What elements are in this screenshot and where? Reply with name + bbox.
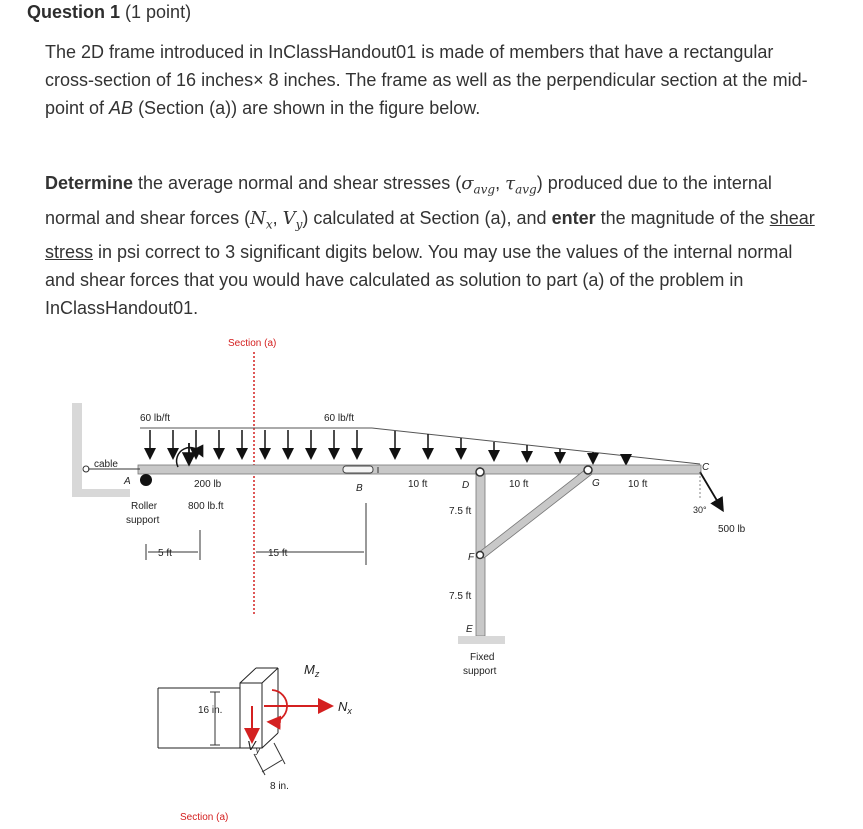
task-text-5: in psi correct to 3 significant digits below. You may use the values of the internal normal and shear forces that you would have calculated as solution to part (a) of the problem in InClassHandout01.	[45, 242, 793, 319]
roller-support-label: support	[126, 515, 160, 526]
dim-8in-label: 8 in.	[270, 781, 289, 792]
force-500-arrow	[700, 472, 722, 509]
force-500-label: 500 lb	[718, 524, 746, 535]
question-header	[27, 2, 191, 23]
left-wall	[72, 403, 82, 497]
left-wall-base	[72, 489, 130, 497]
n-symbol: N	[250, 207, 266, 229]
dim-8in-line-l	[254, 754, 265, 775]
task-bold-determine: Determine	[45, 173, 134, 193]
main-beam	[138, 465, 701, 474]
task-text-3: ) calculated at Section (a), and	[302, 207, 552, 228]
dim-16in-label: 16 in.	[198, 705, 223, 716]
moment-800-label: 800 lb.ft	[188, 501, 224, 512]
mz-label: $M_z$	[304, 662, 320, 679]
v-symbol: V	[282, 207, 296, 229]
angle-label: 30°	[693, 505, 707, 515]
intro-text-3: (Section (a)) are shown in the figure below.	[133, 98, 481, 118]
brace-fg	[478, 469, 592, 558]
dim-10ft-3: 10 ft	[628, 479, 648, 490]
point-a-label: A	[124, 476, 131, 487]
intro-ab: AB	[109, 98, 134, 118]
dim-8in-line	[262, 760, 282, 772]
pin-f	[477, 552, 484, 559]
point-d-label: D	[462, 480, 470, 491]
tau-symbol: τ	[505, 173, 516, 194]
times-symbol: ×	[253, 70, 264, 90]
fixed-support-label: support	[463, 666, 497, 677]
dim-10ft-1: 10 ft	[408, 479, 428, 490]
dim-15ft-label: 15 ft	[268, 548, 288, 559]
load-label-left: 60 lb/ft	[140, 413, 171, 424]
question-title: Question 1	[27, 2, 121, 22]
triangular-load-line	[372, 428, 700, 464]
point-b-label: B	[356, 483, 363, 494]
frame-figure	[0, 320, 863, 829]
task-text-4: the magnitude of the	[595, 207, 770, 228]
fixed-label: Fixed	[470, 652, 495, 663]
load-label-mid: 60 lb/ft	[324, 413, 355, 424]
dim-10ft-2: 10 ft	[509, 479, 529, 490]
question-points: (1 point)	[125, 2, 192, 22]
task-text-1: the average normal and shear stresses (	[133, 173, 462, 193]
v-sub: y	[295, 217, 303, 232]
point-g-label: G	[592, 478, 600, 489]
pin-b	[343, 466, 373, 473]
point-f-label: F	[468, 552, 475, 563]
task-comma-1: ,	[495, 173, 506, 193]
intro-paragraph	[45, 38, 825, 122]
dim-5ft-label: 5 ft	[158, 548, 172, 559]
task-underline-shear: shear stress	[45, 207, 815, 263]
sigma-sub: avg	[473, 182, 496, 197]
nx-label: $N_x$	[338, 699, 352, 716]
task-paragraph	[45, 169, 825, 322]
cable-label: cable	[94, 459, 118, 470]
intro-text-2: 8 inches. The frame as well as the perpendicular section at the mid-point of	[45, 70, 808, 118]
pin-g	[584, 466, 592, 474]
point-c-label: C	[702, 462, 710, 473]
section-a-label-top: Section (a)	[228, 338, 277, 349]
task-bold-enter: enter	[551, 207, 596, 228]
triangular-load-arrows	[395, 431, 626, 463]
n-sub: x	[265, 217, 273, 232]
roller-label: Roller	[131, 501, 158, 512]
intro-text-1: The 2D frame introduced in InClassHandout01 is made of members that have a rectangular cross-section of 16 inches	[45, 42, 774, 90]
point-e-label: E	[466, 624, 473, 635]
roller-icon	[140, 474, 152, 486]
task-comma-2: ,	[272, 207, 283, 228]
section-a-label-bottom: Section (a)	[180, 812, 229, 823]
dim-7-5ft-1: 7.5 ft	[449, 506, 472, 517]
force-200-label: 200 lb	[194, 479, 222, 490]
sigma-symbol: σ	[461, 173, 474, 194]
dim-7-5ft-2: 7.5 ft	[449, 591, 472, 602]
pin-d	[476, 468, 484, 476]
dim-8in-line-r	[274, 743, 285, 764]
tau-sub: avg	[515, 182, 537, 197]
fixed-support-base	[458, 636, 505, 644]
task-text-2: ) produced due to the internal normal and shear forces (	[45, 173, 772, 228]
vy-label: $V_y$	[247, 738, 261, 755]
